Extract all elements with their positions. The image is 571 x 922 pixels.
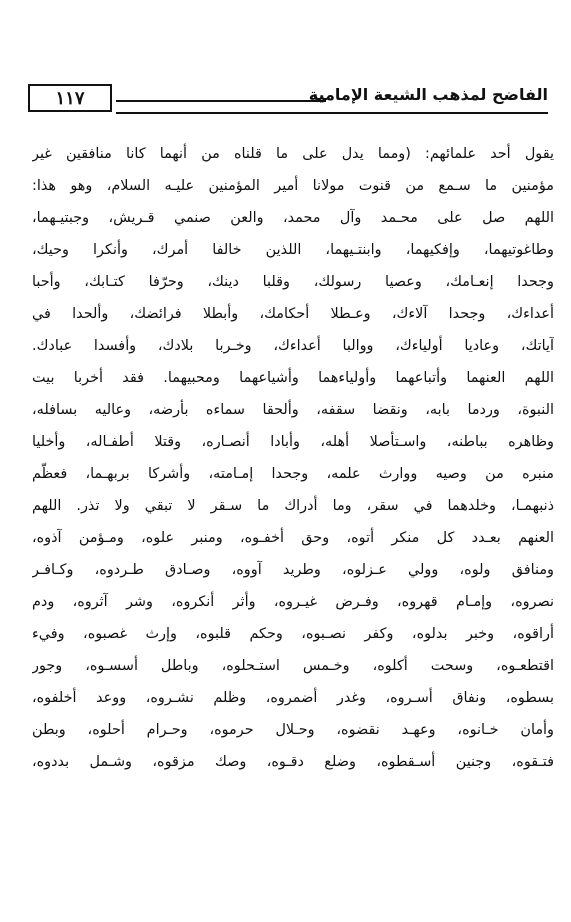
text-line: وجحدا إنعـامك، وعصيا رسولك، وقلبا دينك، وحرّفا كتـابك، وأحبا [32,274,554,290]
text-line: أعداءك، وجحدا آلاءك، وعـطلا أحكامك، وأبطلا فرائضك، وألحدا في [32,306,554,322]
text-line: ذنبهمـا، وخلدهما في سقر، وما أدراك ما سـقر لا تبقي ولا تذر. اللهم [32,498,554,514]
text-line: اللهم صل على محـمد وآل محمد، والعن صنمي قـريش، وجبتيـهما، [32,210,554,226]
body-text [32,138,554,778]
text-line: وظاهره بباطنه، واسـتأصلا أهله، وأبادا أنصـاره، وقتلا أطفـاله، وأخليا [32,434,554,450]
text-line: النبوة، وردما بابه، ونقضا سقفه، وألحقا سماءه بأرضه، وعاليه بسافله، [32,402,554,418]
text-line: وطاغوتيهما، وإفكيهما، وابنتـيهما، اللذين خالفا أمرك، وأنكرا وحيك، [32,242,554,258]
text-line: ومنافق ولوه، وولي عـزلوه، وطريد آووه، وصـادق طـردوه، وكـافـر [32,562,554,578]
text-line: مؤمنين ما سـمع من قنوت مولانا أمير المؤمنين عليـه السلام، وهو هذا: [32,178,554,194]
text-line: أراقوه، وخبر بدلوه، وكفر نصـبوه، وحكم قلبوه، وإرث غصبوه، وفيء [32,626,554,642]
running-title: الفاضح لمذهب الشيعة الإمامية [308,85,548,104]
header-rule-upper [116,100,326,102]
text-line: وأمان خـانوه، وعهـد نقضوه، وحـلال حرموه، وحـرام أحلوه، وبطن [32,722,554,738]
text-line: منبره من وصيه ووارث علمه، وجحدا إمـامته، وأشركا بربهـما، فعظّم [32,466,554,482]
text-line: آياتك، وعاديا أولياءك، ووالبا أعداءك، وخـربا بلادك، وأفسدا عبادك. [32,338,554,354]
header-rule [116,112,548,114]
text-line: يقول أحد علمائهم: (ومما يدل على ما قلناه من أنهما كانا منافقين غير [32,146,554,162]
text-line: فتـقوه، وجنين أسـقطوه، وضلع دقـوه، وصك مزقوه، وشـمل بددوه، [32,754,554,770]
text-line: نصروه، وإمـام قهروه، وفـرض غيـروه، وأثر أنكروه، وشر آثروه، ودم [32,594,554,610]
page-header [28,84,548,114]
text-line: العنهم بعـدد كل منكر أتوه، وحق أخفـوه، ومنبر علوه، ومـؤمن آذوه، [32,530,554,546]
text-line: اللهم العنهما وأتباعهما وأولياءهما وأشياعهما ومحبيهما. فقد أخربا بيت [32,370,554,386]
text-line: اقتطعـوه، وسحت أكلوه، وخـمس استـحلوه، وباطل أسسـوه، وجور [32,658,554,674]
page-number: ١١٧ [28,84,112,112]
text-line: بسطوه، ونفاق أسـروه، وغدر أضمروه، وظلم نشـروه، ووعد أخلفوه، [32,690,554,706]
